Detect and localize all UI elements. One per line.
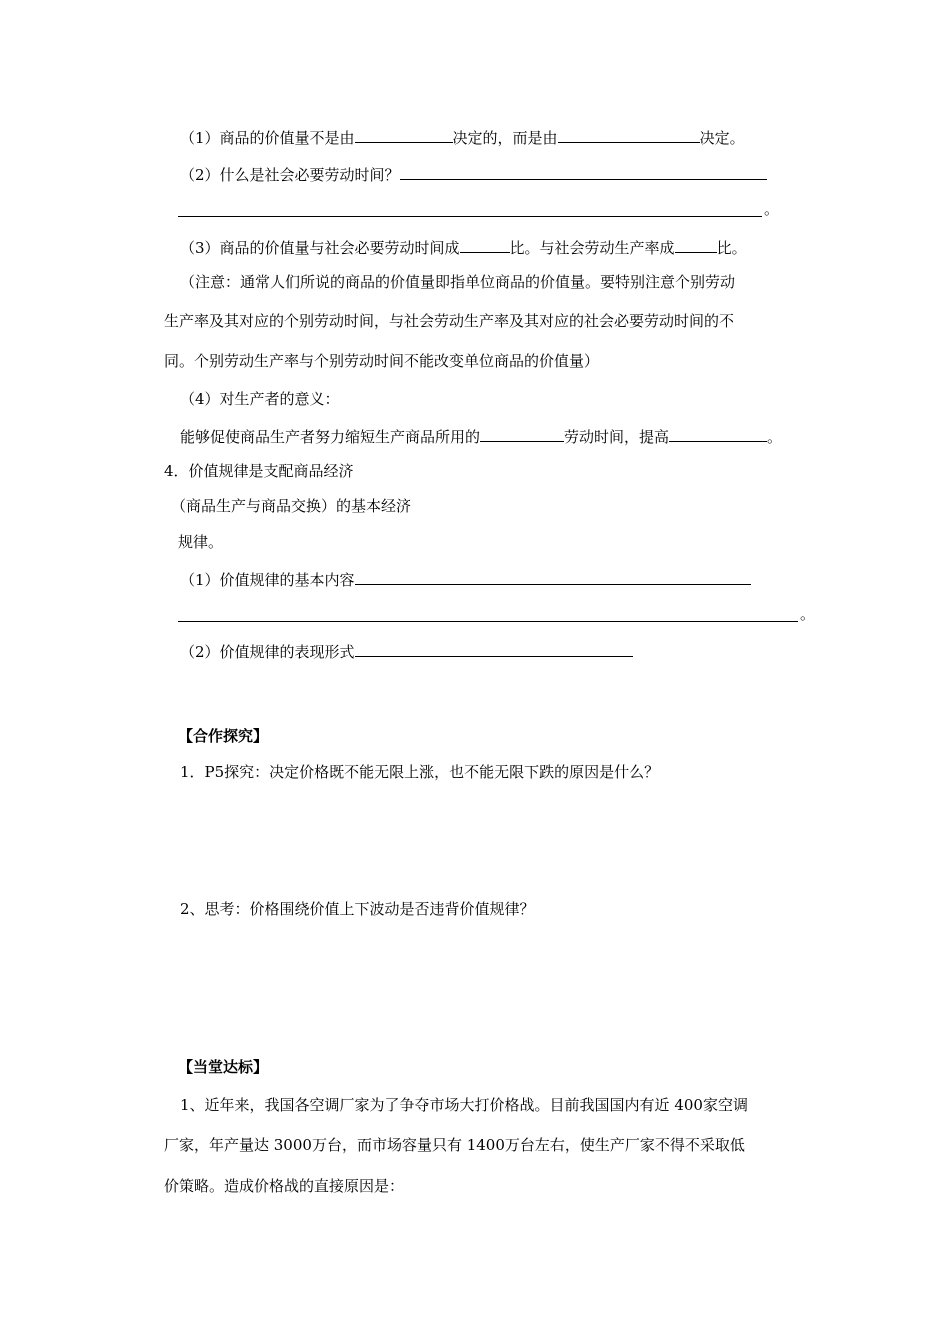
- answer-blank-8[interactable]: [669, 425, 767, 442]
- question-4-text-c: 。: [767, 428, 783, 446]
- answer-blank-1[interactable]: [355, 126, 453, 143]
- answer-blank-3[interactable]: [400, 163, 767, 180]
- question-1-text-b: 决定的，而是由: [452, 129, 558, 147]
- answer-blank-9[interactable]: [355, 568, 751, 585]
- question-2-end: 。: [764, 200, 780, 218]
- question-4-line: [180, 425, 782, 447]
- question-2-line: [180, 163, 767, 185]
- section-4-line-1: 4．价值规律是支配商品经济: [164, 462, 354, 480]
- in-class-heading: 【当堂达标】: [178, 1058, 269, 1076]
- question-1-text-c: 决定。: [699, 129, 745, 147]
- question-4-text-b: 劳动时间，提高: [564, 428, 670, 446]
- question-3-text-c: 比。: [716, 239, 747, 257]
- cooperation-question-1: 1．P5探究：决定价格既不能无限上涨，也不能无限下跌的原因是什么？: [180, 763, 660, 781]
- cooperation-question-2: 2、思考：价格围绕价值上下波动是否违背价值规律？: [180, 900, 535, 918]
- question-1-text-a: （1）商品的价值量不是由: [180, 129, 355, 147]
- section-4-q1-text: （1）价值规律的基本内容: [180, 571, 355, 589]
- question-2-text: （2）什么是社会必要劳动时间？: [180, 166, 400, 184]
- exercise-1-line-1: 1、近年来，我国各空调厂家为了争夺市场大打价格战。目前我国国内有近 400家空调: [180, 1096, 748, 1114]
- question-4-title: （4）对生产者的意义：: [180, 390, 340, 408]
- section-4-q2-text: （2）价值规律的表现形式: [180, 643, 355, 661]
- answer-blank-7[interactable]: [480, 425, 564, 442]
- answer-blank-11[interactable]: [355, 640, 633, 657]
- question-4-text-a: 能够促使商品生产者努力缩短生产商品所用的: [180, 428, 481, 446]
- section-4-q1-end: 。: [800, 605, 816, 623]
- note-line-1: （注意：通常人们所说的商品的价值量即指单位商品的价值量。要特别注意个别劳动: [180, 273, 736, 291]
- cooperation-heading: 【合作探究】: [178, 727, 269, 745]
- section-4-line-2: （商品生产与商品交换）的基本经济: [171, 497, 412, 515]
- section-4-q1-line: [180, 568, 751, 590]
- note-line-3: 同。个别劳动生产率与个别劳动时间不能改变单位商品的价值量）: [164, 352, 600, 370]
- exercise-1-line-3: 价策略。造成价格战的直接原因是：: [164, 1177, 405, 1195]
- question-3-text-b: 比。与社会劳动生产率成: [509, 239, 675, 257]
- answer-blank-4[interactable]: [178, 216, 762, 217]
- question-3-line: [180, 236, 747, 258]
- answer-blank-6[interactable]: [675, 236, 717, 253]
- answer-blank-2[interactable]: [558, 126, 700, 143]
- section-4-q2-line: [180, 640, 633, 662]
- answer-blank-10[interactable]: [178, 621, 798, 622]
- question-3-text-a: （3）商品的价值量与社会必要劳动时间成: [180, 239, 460, 257]
- answer-blank-5[interactable]: [460, 236, 510, 253]
- question-1-line: [180, 126, 745, 148]
- exercise-1-line-2: 厂家，年产量达 3000万台，而市场容量只有 1400万台左右，使生产厂家不得不采取低: [164, 1136, 745, 1154]
- note-line-2: 生产率及其对应的个别劳动时间，与社会劳动生产率及其对应的社会必要劳动时间的不: [164, 312, 735, 330]
- section-4-line-3: 规律。: [178, 533, 224, 551]
